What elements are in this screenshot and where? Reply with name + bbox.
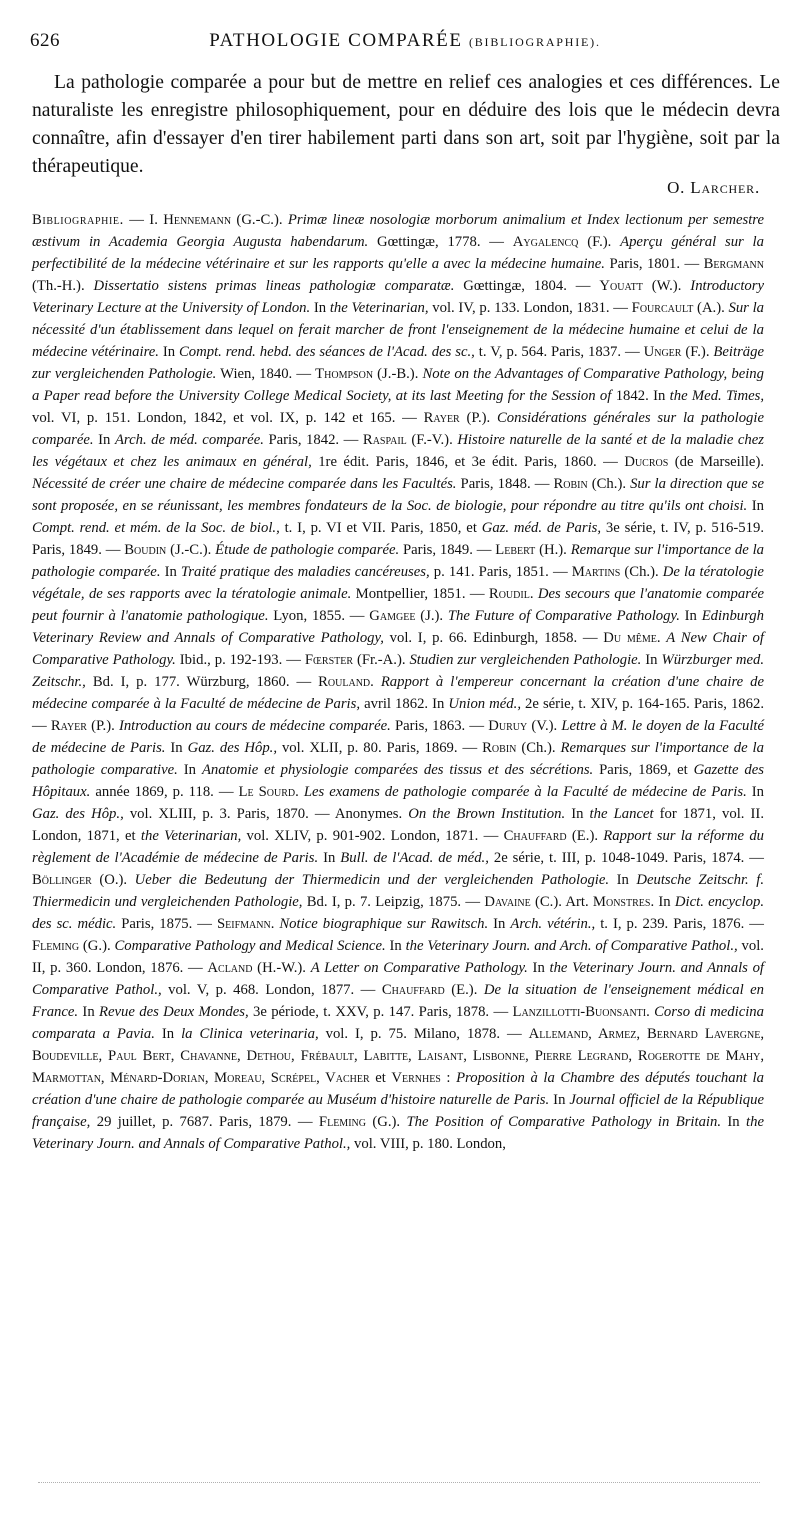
biblio-title: A Letter on Comparative Pathology.: [310, 960, 528, 976]
biblio-text: In: [746, 784, 764, 800]
biblio-author: Fourcault: [631, 300, 694, 316]
author-initial: O.: [667, 178, 686, 197]
biblio-author: Robin: [482, 740, 517, 756]
biblio-author: Raspail: [362, 432, 407, 448]
biblio-text: 3e période, t. XXV, p. 147. Paris, 1878. —: [248, 1004, 513, 1020]
biblio-text: Montpellier, 1851. —: [351, 586, 489, 602]
biblio-text: In: [93, 432, 115, 448]
biblio-title: Introduction au cours de médecine comparée.: [118, 718, 391, 734]
biblio-author: Fœrster: [304, 652, 354, 668]
running-title: [30, 30, 780, 52]
biblio-title: Beiträge zur vergleichenden Pathologie.: [32, 344, 764, 382]
biblio-title: On the Brown Institution.: [408, 806, 566, 822]
biblio-author: Duruy: [488, 718, 528, 734]
biblio-title: Comparative Pathology and Medical Science.: [114, 938, 386, 954]
biblio-text: Paris, 1875. —: [116, 916, 217, 932]
biblio-author: Rayer: [423, 410, 460, 426]
biblio-title: Sur la nécessité d'un établissement dans lequel on ferait marcher de front l'enseignement de la médecine humaine et celui de la médecine vétérinaire.: [32, 300, 765, 360]
biblio-text: Gœttingæ, 1804. —: [454, 278, 600, 294]
biblio-author: Davaine: [484, 894, 531, 910]
biblio-author: Chauffard: [503, 828, 567, 844]
biblio-text: In: [679, 608, 702, 624]
biblio-text: .: [646, 1004, 655, 1020]
biblio-author: Rayer: [50, 718, 87, 734]
biblio-text: vol. IV, p. 133. London, 1831. —: [428, 300, 632, 316]
biblio-text: .: [370, 674, 381, 690]
biblio-author: Seifmann: [216, 916, 271, 932]
biblio-text: année 1869, p. 118. —: [90, 784, 239, 800]
biblio-text: (V.).: [527, 718, 562, 734]
biblio-text: In: [565, 806, 590, 822]
biblio-author: Bergmann: [703, 256, 764, 272]
biblio-title: Dissertatio sistens primas lineas pathologiæ comparatæ.: [93, 278, 455, 294]
biblio-text: 2e série, t. XIV, p. 164-165. Paris, 1862. —: [32, 696, 764, 734]
biblio-text: (J.-B.).: [373, 366, 423, 382]
biblio-title: Histoire naturelle de la santé et de la maladie chez les végétaux et chez les animaux en général,: [32, 432, 764, 470]
biblio-text: vol. VI, p. 151. London, 1842, et vol. IX, p. 142 et 165. —: [32, 410, 424, 426]
biblio-title: Gaz. méd. de Paris,: [481, 520, 602, 536]
biblio-author: Aygalencq: [512, 234, 579, 250]
biblio-text: Bd. I, p. 177. Würzburg, 1860. —: [85, 674, 319, 690]
biblio-text: In: [318, 850, 341, 866]
biblio-author: Fleming: [318, 1114, 366, 1130]
biblio-text: (Ch.).: [620, 564, 663, 580]
biblio-text: 1re édit. Paris, 1846, et 3e édit. Paris, 1860. —: [311, 454, 625, 470]
biblio-text: et: [369, 1070, 392, 1086]
biblio-text: In: [385, 938, 406, 954]
biblio-text: (F.).: [681, 344, 714, 360]
biblio-text: Paris, 1848. —: [456, 476, 554, 492]
biblio-text: In: [160, 564, 181, 580]
biblio-author: Du même: [603, 630, 657, 646]
biblio-text: (G.-C.).: [231, 212, 288, 228]
author-name: Larcher.: [690, 178, 760, 197]
biblio-title: Rapport à l'empereur concernant la création d'une chaire de médecine comparée à la Faculté de médecine de Paris,: [32, 674, 765, 712]
biblio-title: Des secours que l'anatomie comparée peut fournir à l'anatomie pathologique.: [32, 586, 764, 624]
biblio-title: Revue des Deux Mondes,: [99, 1004, 249, 1020]
biblio-author: Böllinger: [32, 872, 92, 888]
biblio-title: Arch. vétérin.,: [510, 916, 596, 932]
biblio-title: Edinburgh Veterinary Review and Annals of Comparative Pathology,: [32, 608, 764, 646]
biblio-text: (O.).: [91, 872, 135, 888]
biblio-text: (E.).: [566, 828, 604, 844]
biblio-text: (P.).: [86, 718, 119, 734]
biblio-text: vol. V, p. 468. London, 1877. —: [161, 982, 382, 998]
biblio-author: Unger: [643, 344, 682, 360]
biblio-text: p. 141. Paris, 1851. —: [429, 564, 572, 580]
biblio-text: for 1871, vol. II. London, 1871, et: [32, 806, 764, 844]
biblio-title: Notice biographique sur Rawitsch.: [279, 916, 489, 932]
biblio-title: Considérations générales sur la pathologie comparée.: [32, 410, 764, 448]
biblio-title: A New Chair of Comparative Pathology.: [32, 630, 764, 668]
biblio-text: In: [549, 1092, 570, 1108]
biblio-text: In: [177, 762, 202, 778]
biblio-text: (Th.-H.).: [32, 278, 94, 294]
biblio-title: Bull. de l'Acad. de méd.,: [340, 850, 489, 866]
biblio-text: (Ch.).: [516, 740, 561, 756]
biblio-title: Lettre à M. le doyen de la Faculté de médecine de Paris.: [32, 718, 765, 756]
biblio-text: .: [270, 916, 280, 932]
biblio-title: Remarque sur l'importance de la pathologie comparée.: [32, 542, 764, 580]
biblio-title: Dict. encyclop. des sc. médic.: [32, 894, 765, 932]
biblio-text: .: [656, 630, 667, 646]
bibliography-heading: Bibliographie.: [32, 212, 124, 228]
biblio-title: the Veterinarian,: [140, 828, 242, 844]
biblio-title: Compt. rend. et mém. de la Soc. de biol.,: [32, 520, 280, 536]
biblio-author: Le Sourd: [238, 784, 296, 800]
biblio-text: Lyon, 1855. —: [268, 608, 370, 624]
biblio-title: Anatomie et physiologie comparées des tissus et des sécrétions.: [201, 762, 594, 778]
biblio-text: Bd. I, p. 7. Leipzig, 1875. —: [302, 894, 485, 910]
biblio-title: Nécessité de créer une chaire de médecine comparée dans les Facultés.: [32, 476, 457, 492]
biblio-text: (F.-V.).: [406, 432, 458, 448]
biblio-text: 2e série, t. III, p. 1048-1049. Paris, 1874. —: [488, 850, 764, 866]
biblio-title: Les examens de pathologie comparée à la Faculté de médecine de Paris.: [303, 784, 747, 800]
biblio-text: vol. II, p. 360. London, 1876. —: [32, 938, 764, 976]
biblio-title: Introductory Veterinary Lecture at the University of London.: [32, 278, 764, 316]
biblio-text: (E.).: [444, 982, 484, 998]
biblio-text: 3e série, t. IV, p. 516-519. Paris, 1849. —: [32, 520, 764, 558]
biblio-text: Paris, 1849. —: [399, 542, 496, 558]
biblio-text: :: [440, 1070, 457, 1086]
biblio-text: (Ch.).: [587, 476, 631, 492]
biblio-text: (W.).: [642, 278, 691, 294]
biblio-author: Allemand, Armez, Bernard Lavergne, Boudeville, Paul Bert, Chavanne, Dethou, Frébault, Labitte, Laisant, Lisbonne, Pierre Legrand, Rogerotte de Mahy, Marmottan, Ménard-Dorian, Moreau, Scrépel, Vacher: [32, 1026, 764, 1086]
bibliography-body: [32, 212, 764, 1152]
biblio-text: (H.).: [535, 542, 571, 558]
biblio-text: avril 1862. In: [360, 696, 449, 712]
biblio-title: la Clinica veterinaria,: [181, 1026, 319, 1042]
biblio-text: Wien, 1840. —: [216, 366, 316, 382]
biblio-text: In: [154, 1026, 182, 1042]
biblio-title: The Position of Comparative Pathology in Britain.: [406, 1114, 722, 1130]
biblio-title: Gaz. des Hôp.,: [32, 806, 124, 822]
biblio-text: vol. XLIV, p. 901-902. London, 1871. —: [241, 828, 504, 844]
biblio-author: Fleming: [32, 938, 80, 954]
biblio-text: .: [295, 784, 304, 800]
biblio-title: the Veterinary Journ. and Annals of Comparative Pathol.,: [32, 960, 764, 998]
biblio-title: the Lancet: [589, 806, 654, 822]
biblio-title: the Veterinary Journ. and Annals of Comparative Pathol.,: [32, 1114, 764, 1152]
biblio-text: (J.-C.).: [166, 542, 216, 558]
biblio-text: Gœttingæ, 1778. —: [368, 234, 513, 250]
biblio-text: vol. XLII, p. 80. Paris, 1869. —: [277, 740, 483, 756]
biblio-text: (Fr.-A.).: [353, 652, 410, 668]
biblio-text: In: [609, 872, 637, 888]
biblio-title: Gaz. des Hôp.,: [187, 740, 278, 756]
biblio-text: 1842. In: [611, 388, 670, 404]
running-title-main: PATHOLOGIE COMPARÉE: [209, 30, 463, 51]
biblio-title: Arch. de méd. comparée.: [114, 432, 264, 448]
biblio-title: Étude de pathologie comparée.: [215, 542, 400, 558]
biblio-author: Boudin: [124, 542, 167, 558]
biblio-text: vol. I, p. 75. Milano, 1878. —: [318, 1026, 529, 1042]
biblio-author: Vernhes: [391, 1070, 441, 1086]
biblio-text: In: [310, 300, 330, 316]
biblio-text: (H.-W.).: [252, 960, 311, 976]
biblio-text: vol. XLIII, p. 3. Paris, 1870. — Anonymes.: [123, 806, 409, 822]
biblio-text: vol. I, p. 66. Edinburgh, 1858. —: [383, 630, 604, 646]
biblio-text: In: [488, 916, 511, 932]
biblio-text: — I.: [123, 212, 164, 228]
biblio-title: the Veterinarian,: [329, 300, 429, 316]
biblio-author: Monstres: [592, 894, 651, 910]
biblio-text: In: [165, 740, 188, 756]
biblio-author: Ducros: [624, 454, 669, 470]
biblio-text: Paris, 1842. —: [263, 432, 363, 448]
biblio-title: Corso di medicina comparata a Pavia.: [32, 1004, 764, 1042]
biblio-title: Journal officiel de la République française,: [32, 1092, 765, 1130]
biblio-text: 29 juillet, p. 7687. Paris, 1879. —: [90, 1114, 319, 1130]
biblio-text: (de Marseille).: [668, 454, 765, 470]
biblio-title: Aperçu général sur la perfectibilité de la médecine vétérinaire et sur les rapports qu'elle a avec la médecine humaine.: [32, 234, 764, 272]
biblio-title: Note on the Advantages of Comparative Pathology, being a Paper read before the University College Medical Society, at its last Meeting for the Session of: [32, 366, 764, 404]
biblio-title: The Future of Comparative Pathology.: [447, 608, 680, 624]
biblio-text: t. I, p. 239. Paris, 1876. —: [595, 916, 764, 932]
biblio-author: Gamgee: [369, 608, 416, 624]
biblio-author: Roudil: [488, 586, 530, 602]
biblio-text: Paris, 1863. —: [390, 718, 489, 734]
biblio-text: (C.). Art.: [530, 894, 593, 910]
biblio-text: In: [721, 1114, 747, 1130]
biblio-text: (A.).: [693, 300, 729, 316]
biblio-author: Youatt: [599, 278, 643, 294]
running-title-sub: [469, 35, 601, 49]
biblio-text: In: [527, 960, 550, 976]
biblio-author: Lebert: [495, 542, 536, 558]
biblio-text: In: [747, 498, 764, 514]
biblio-text: . In: [650, 894, 675, 910]
bibliography: [32, 209, 764, 1155]
footer-rule: [38, 1482, 760, 1483]
biblio-author: Rouland: [318, 674, 371, 690]
biblio-title: Union méd.,: [448, 696, 521, 712]
biblio-title: Proposition à la Chambre des députés touchant la création d'une chaire de pathologie comparée au Muséum d'histoire naturelle de Paris.: [32, 1070, 764, 1108]
biblio-title: Sur la direction que se sont proposée, en se réunissant, les membres fondateurs de la Soc. de biologie, pour répondre au titre qu'ils ont choisi.: [32, 476, 764, 514]
biblio-text: In: [78, 1004, 100, 1020]
biblio-text: .: [529, 586, 538, 602]
biblio-text: (P.).: [459, 410, 497, 426]
biblio-title: Deutsche Zeitschr. f. Thiermedicin und vergleichenden Pathologie,: [32, 872, 764, 910]
biblio-text: (G.).: [365, 1114, 407, 1130]
biblio-title: De la tératologie végétale, de ses rapports avec la tératologie animale.: [32, 564, 764, 602]
page-number: 626: [30, 30, 60, 51]
biblio-author: Robin: [553, 476, 588, 492]
biblio-title: Traité pratique des maladies cancéreuses,: [180, 564, 430, 580]
biblio-title: Remarques sur l'importance de la pathologie comparative.: [32, 740, 764, 778]
biblio-author: Acland: [207, 960, 253, 976]
intro-paragraph: La pathologie comparée a pour but de mettre en relief ces analogies et ces différences. Le naturaliste les enregistre philosophiquement, pour en déduire des lois que le médecin devra connaître, afin d'essayer d'en tirer habilement parti dans son art, soit par l'hygiène, soit par la thérapeutique.: [32, 72, 780, 177]
biblio-text: In: [158, 344, 180, 360]
biblio-title: Studien zur vergleichenden Pathologie.: [409, 652, 642, 668]
biblio-title: Ueber die Bedeutung der Thiermedicin und der vergleichenden Pathologie.: [134, 872, 610, 888]
biblio-title: Würzburger med. Zeitschr.,: [32, 652, 764, 690]
biblio-text: t. I, p. VI et VII. Paris, 1850, et: [279, 520, 482, 536]
biblio-title: the Veterinary Journ. and Arch. of Comparative Pathol.,: [405, 938, 738, 954]
biblio-author: Chauffard: [381, 982, 445, 998]
biblio-author: Thompson: [315, 366, 374, 382]
biblio-title: De la situation de l'enseignement médical en France.: [32, 982, 765, 1020]
biblio-text: Paris, 1869, et: [593, 762, 694, 778]
biblio-title: Compt. rend. hebd. des séances de l'Acad. des sc.,: [179, 344, 475, 360]
biblio-title: Gazette des Hôpitaux.: [32, 762, 764, 800]
running-head: [30, 30, 780, 60]
biblio-title: Rapport sur la réforme du règlement de l'Académie de médecine de Paris.: [32, 828, 765, 866]
biblio-author: Hennemann: [163, 212, 232, 228]
biblio-title: the Med. Times,: [669, 388, 764, 404]
biblio-text: (G.).: [79, 938, 115, 954]
biblio-author: Martins: [571, 564, 621, 580]
biblio-text: t. V, p. 564. Paris, 1837. —: [474, 344, 644, 360]
biblio-text: Ibid., p. 192-193. —: [175, 652, 305, 668]
running-title-sub-text: (BIBLIOGRAPHIE).: [468, 35, 601, 49]
biblio-text: Paris, 1801. —: [604, 256, 704, 272]
biblio-text: (F.).: [578, 234, 621, 250]
biblio-text: vol. VIII, p. 180. London,: [350, 1136, 506, 1152]
biblio-author: Lanzillotti-Buonsanti: [512, 1004, 647, 1020]
biblio-text: In: [641, 652, 662, 668]
biblio-title: Primæ lineæ nosologiæ morborum animalium et Index lectionum per semestre æstivum in Academia Georgia Augusta habendarum.: [32, 212, 764, 250]
biblio-text: (J.).: [415, 608, 448, 624]
author-signature: [667, 178, 760, 198]
